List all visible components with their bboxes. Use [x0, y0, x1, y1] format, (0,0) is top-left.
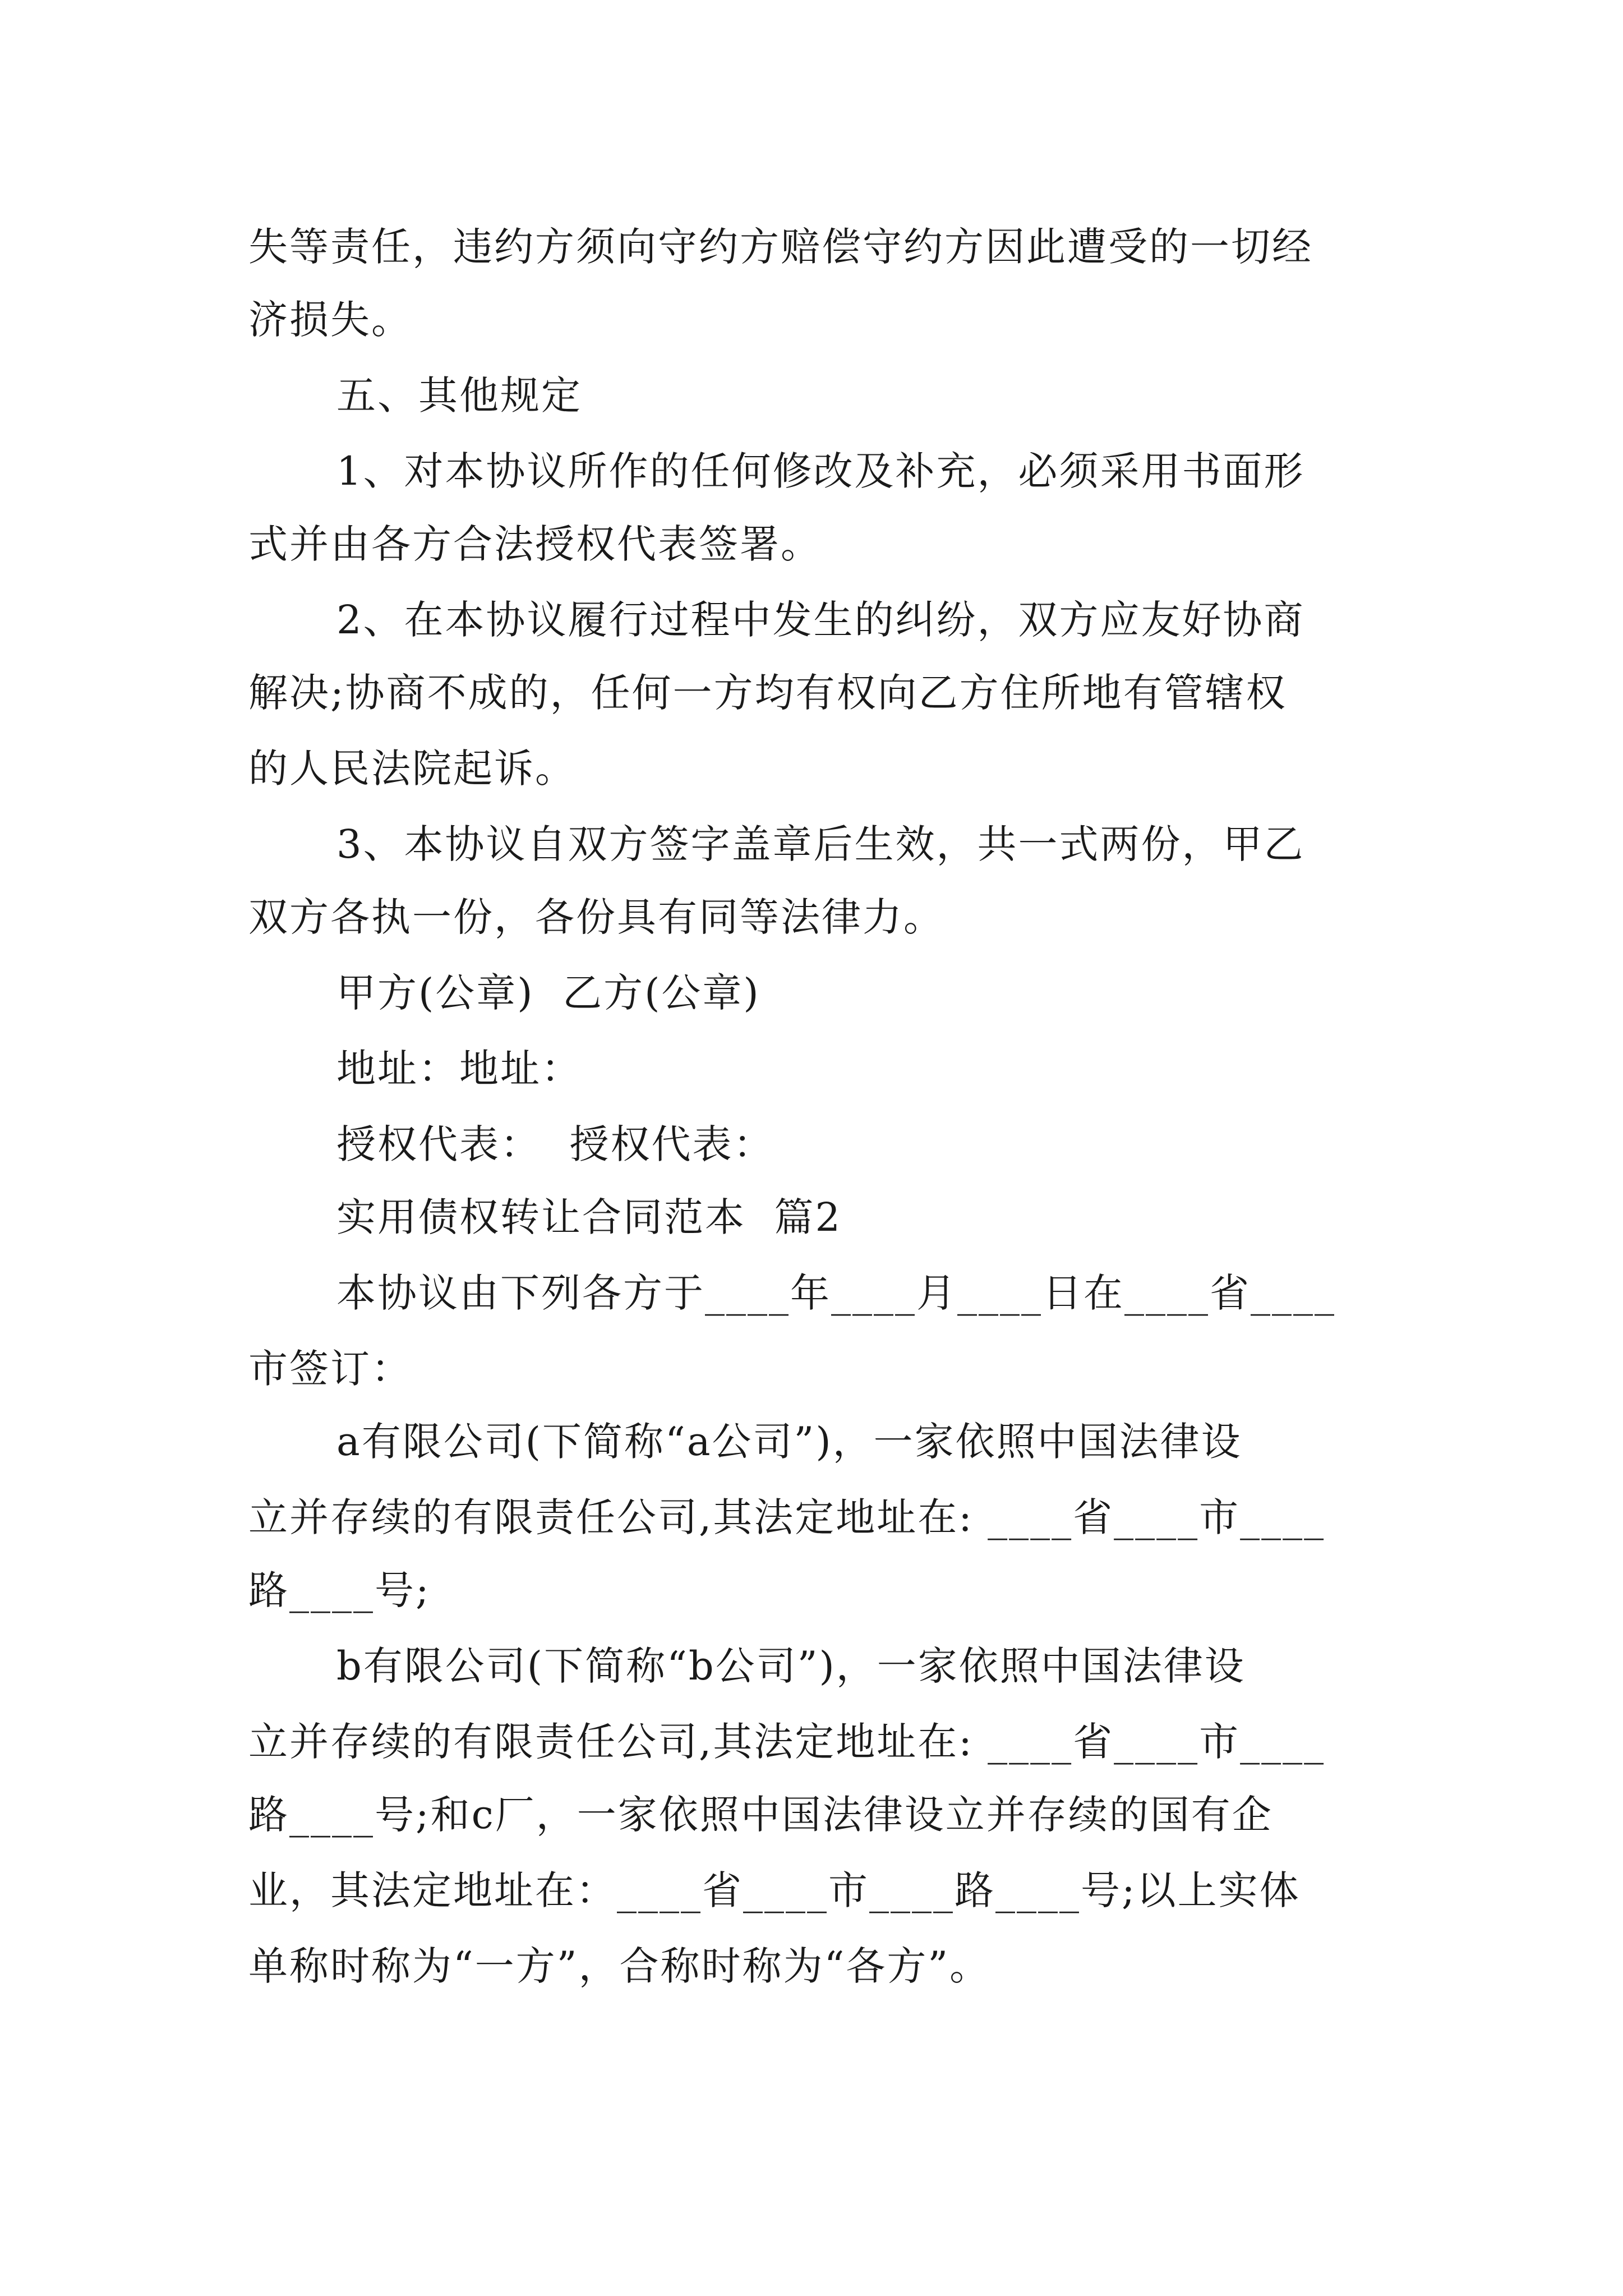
paragraph-line: 的人民法院起诉。 — [248, 746, 576, 792]
paragraph-line: 立并存续的有限责任公司,其法定地址在: ____省____市____ — [248, 1719, 1326, 1765]
address-line: 地址：地址： — [336, 1046, 582, 1092]
paragraph-line: 2、在本协议履行过程中发生的纠纷，双方应友好协商 — [336, 597, 1305, 643]
paragraph-line: 本协议由下列各方于____年____月____日在____省____ — [336, 1270, 1336, 1316]
paragraph-line: a有限公司(下简称“a公司”)，一家依照中国法律设 — [336, 1419, 1242, 1465]
representative-line: 授权代表： 授权代表： — [336, 1121, 774, 1167]
paragraph-line: 路____号; — [248, 1567, 431, 1613]
paragraph-line: 路____号;和c厂，一家依照中国法律设立并存续的国有企 — [248, 1792, 1273, 1838]
paragraph-line: 1、对本协议所作的任何修改及补充，必须采用书面形 — [336, 448, 1305, 494]
paragraph-line: 济损失。 — [248, 297, 412, 343]
paragraph-line: 单称时称为“一方”，合称时称为“各方”。 — [248, 1943, 991, 1989]
paragraph-line: 式并由各方合法授权代表签署。 — [248, 521, 822, 567]
paragraph-line: b有限公司(下简称“b公司”)，一家依照中国法律设 — [336, 1643, 1246, 1689]
paragraph-line: 3、本协议自双方签字盖章后生效，共一式两份，甲乙 — [336, 821, 1305, 867]
section-title: 实用债权转让合同范本 篇2 — [336, 1194, 842, 1240]
signature-line: 甲方(公章) 乙方(公章) — [336, 970, 760, 1016]
paragraph-line: 市签订： — [248, 1346, 412, 1392]
paragraph-line: 解决;协商不成的，任何一方均有权向乙方住所地有管辖权 — [248, 670, 1287, 716]
paragraph-line: 业，其法定地址在：____省____市____路____号;以上实体 — [248, 1867, 1301, 1913]
paragraph-line: 失等责任，违约方须向守约方赔偿守约方因此遭受的一切经 — [248, 224, 1313, 270]
section-heading: 五、其他规定 — [336, 372, 582, 418]
paragraph-line: 立并存续的有限责任公司,其法定地址在: ____省____市____ — [248, 1494, 1326, 1540]
paragraph-line: 双方各执一份，各份具有同等法律力。 — [248, 894, 944, 940]
